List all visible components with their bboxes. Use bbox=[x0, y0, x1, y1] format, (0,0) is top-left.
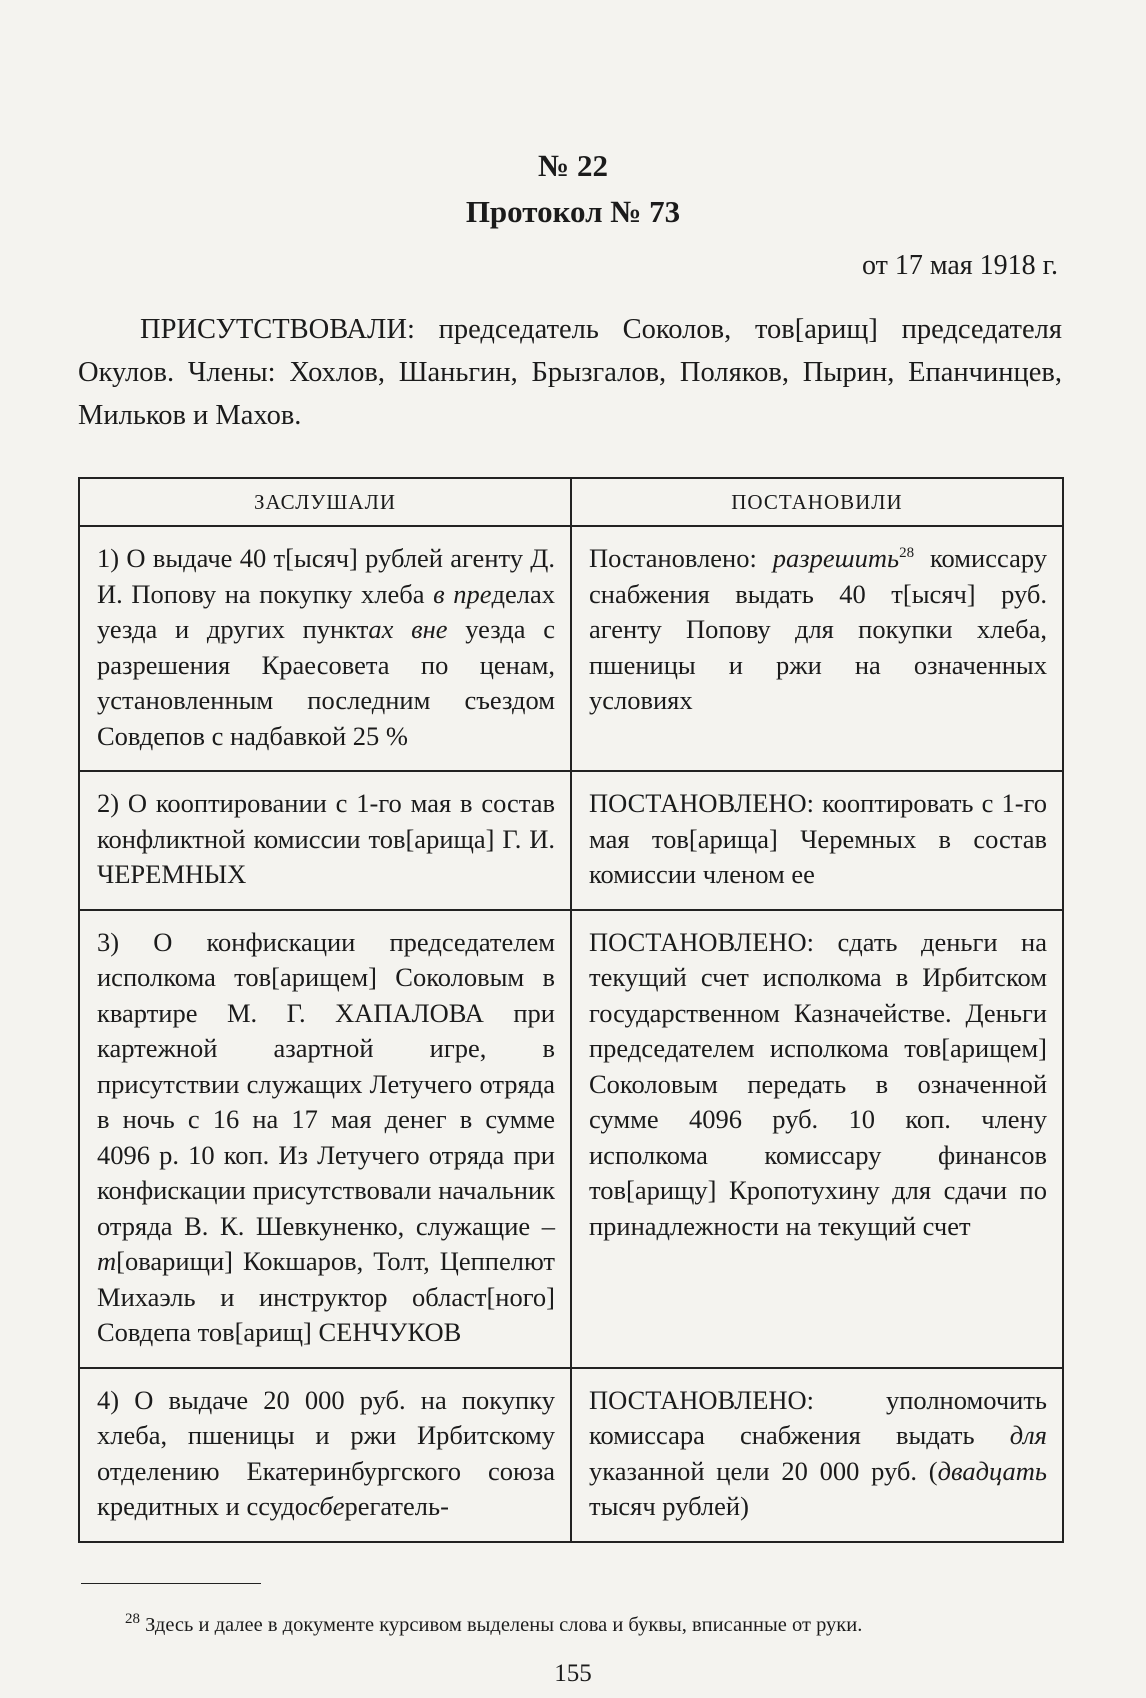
attendees-paragraph: ПРИСУТСТВОВАЛИ: председатель Соколов, тов[арищ] председателя Окулов. Члены: Хохлов, Шаньгин, Брызгалов, Поляков, Пырин, Епанчинцев, Мильков и Махов. bbox=[78, 314, 1062, 431]
table-row bbox=[79, 771, 1063, 910]
text-run: 4) О выдаче 20 000 руб. на покупку хлеба, пшеницы и ржи Ирбитскому отделению Екатеринбургского союза кредитных и ссудо bbox=[97, 1384, 555, 1521]
handwritten-insert: разрешить bbox=[772, 543, 900, 573]
resolved-cell-1 bbox=[571, 526, 1063, 771]
handwritten-insert: двадцать bbox=[937, 1455, 1047, 1486]
handwritten-insert: т bbox=[97, 1246, 117, 1276]
table-row bbox=[79, 910, 1063, 1368]
resolved-cell-2: ПОСТАНОВЛЕНО: кооптировать с 1-го мая тов[арища] Черемных в состав комиссии членом ее bbox=[571, 771, 1063, 910]
text-run: тысяч рублей) bbox=[589, 1491, 749, 1521]
footnote bbox=[125, 1611, 863, 1637]
text-run: ПОСТАНОВЛЕНО: уполномочить комиссара снабжения выдать bbox=[589, 1384, 1047, 1450]
page-number: 155 bbox=[554, 1660, 592, 1687]
handwritten-insert: сбе bbox=[307, 1491, 345, 1521]
resolved-cell-4 bbox=[571, 1368, 1063, 1542]
footnote-text: Здесь и далее в документе курсивом выделены слова и буквы, вписанные от руки. bbox=[140, 1614, 863, 1636]
handwritten-insert: ах вне bbox=[368, 614, 448, 644]
handwritten-insert: для bbox=[1009, 1420, 1047, 1450]
text-run: регатель- bbox=[344, 1491, 449, 1521]
footnote-divider bbox=[81, 1583, 261, 1584]
document-date: от 17 мая 1918 г. bbox=[861, 250, 1058, 281]
header-heard: ЗАСЛУШАЛИ bbox=[79, 478, 571, 526]
heard-cell-4 bbox=[79, 1368, 571, 1542]
text-run: 1) О выдаче 40 т[ысяч] рублей агенту Д. И. Попову на покупку хлеба bbox=[97, 543, 555, 609]
table-row bbox=[79, 1368, 1063, 1542]
text-run: делах уезда и других пункт bbox=[97, 578, 556, 644]
text-run: указанной цели 20 000 руб. ( bbox=[589, 1455, 938, 1486]
heard-cell-1 bbox=[79, 526, 571, 771]
handwritten-insert: в пре bbox=[433, 578, 492, 609]
table-header-row bbox=[79, 478, 1063, 526]
text-run: уезда с разрешения Краесовета по ценам, установленным последним съездом Совдепов с надбавкой 25 % bbox=[97, 614, 556, 751]
text-run: Постановлено: bbox=[589, 543, 773, 573]
heard-cell-3 bbox=[79, 910, 571, 1368]
resolved-cell-3: ПОСТАНОВЛЕНО: сдать деньги на текущий счет исполкома в Ирбитском государственном Казначействе. Деньги председателем исполкома тов[арищем] Соколовым передать в означенной сумме 4096 руб. 10 коп. члену исполкома комиссару финансов тов[арищу] Кропотухину для сдачи по принадлежности на текущий счет bbox=[571, 910, 1063, 1368]
text-run: 3) О конфискации председателем исполкома тов[арищем] Соколовым в квартире М. Г. ХАПАЛОВА при картежной азартной игре, в присутствии служащих Летучего отряда в ночь с 16 на 17 мая денег в сумме 4096 р. 10 коп. Из Летучего отряда при конфискации присутствовали начальник отряда В. К. Шевкуненко, служащие – bbox=[97, 926, 555, 1241]
header-resolved: ПОСТАНОВИЛИ bbox=[571, 478, 1063, 526]
text-run: комиссару снабжения выдать 40 т[ысяч] руб. агенту Попову для покупки хлеба, пшеницы и ржи на означенных условиях bbox=[589, 543, 1047, 715]
protocol-title: Протокол № 73 bbox=[465, 194, 681, 229]
minutes-table bbox=[78, 477, 1064, 1543]
footnote-number: 28 bbox=[125, 1611, 140, 1628]
footnote-ref: 28 bbox=[899, 545, 915, 562]
table-row bbox=[79, 526, 1063, 771]
heard-cell-2: 2) О кооптировании с 1-го мая в состав конфликтной комиссии тов[арища] Г. И. ЧЕРЕМНЫХ bbox=[79, 771, 571, 910]
document-number: № 22 bbox=[538, 148, 608, 183]
text-run: [оварищи] Кокшаров, Толт, Цеппелют Михаэль и инструктор област[ного] Совдепа тов[арищ] СЕНЧУКОВ bbox=[97, 1246, 555, 1347]
